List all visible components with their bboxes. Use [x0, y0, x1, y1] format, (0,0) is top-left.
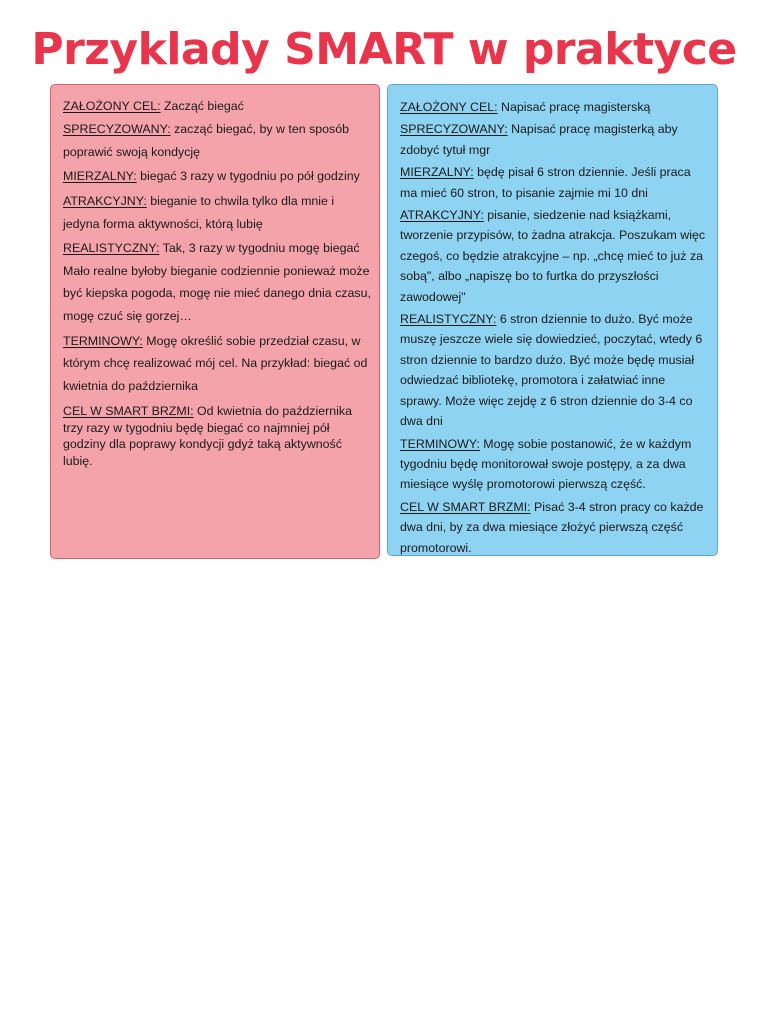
entry-label: TERMINOWY:: [63, 333, 143, 348]
entry-text: Od kwietnia do października trzy razy w tygodniu będę biegać co najmniej pół godziny dla poprawy kondycji gdyż taką aktywność lubię.: [63, 404, 352, 468]
entry-text: zacząć biegać, by w ten sposób poprawić swoją kondycję: [63, 122, 350, 159]
entry-label: ATRAKCYJNY:: [400, 208, 484, 223]
entry-mierzalny: [400, 162, 709, 203]
entry-text: Pisać 3-4 stron pracy co każde dwa dni, by za dwa miesiące złożyć pierwszą część promotorowi.: [400, 499, 704, 555]
entry-realistyczny: [400, 309, 709, 431]
example-panel-thesis: [387, 84, 718, 556]
entry-mierzalny: [63, 165, 371, 188]
entry-zalozony-cel: [63, 96, 371, 116]
entry-zalozony-cel: [400, 97, 709, 117]
entry-label: ZAŁOŻONY CEL:: [63, 99, 161, 113]
entry-label: MIERZALNY:: [400, 165, 474, 180]
entry-label: CEL W SMART BRZMI:: [63, 404, 194, 419]
entry-sprecyzowany: [400, 119, 709, 160]
entry-text: Zacząć biegać: [160, 99, 244, 113]
entry-realistyczny: [63, 237, 371, 327]
entry-label: TERMINOWY:: [400, 436, 480, 451]
entry-label: REALISTYCZNY:: [400, 312, 497, 327]
page-title: Przyklady SMART w praktyce: [31, 24, 737, 75]
entry-label: CEL W SMART BRZMI:: [400, 499, 531, 514]
entry-terminowy: [63, 330, 371, 398]
entry-cel-smart: [400, 497, 709, 558]
entry-label: REALISTYCZNY:: [63, 241, 160, 256]
entry-label: MIERZALNY:: [63, 169, 137, 184]
entry-text: bieganie to chwila tylko dla mnie i jedyna forma aktywności, którą lubię: [63, 193, 335, 231]
entry-label: ZAŁOŻONY CEL:: [400, 100, 498, 114]
entry-text: pisanie, siedzenie nad książkami, tworzenie przypisów, to żadna atrakcja. Poszukam więc czegoś, co będzie atrakcyjne – np. „chcę mieć to już za sobą", albo „napiszę bo to furtka do przyszłości zawodowej": [400, 208, 706, 304]
entry-text: Tak, 3 razy w tygodniu mogę biegać Mało realne byłoby bieganie codziennie ponieważ może być kiepska pogoda, mogę nie mieć danego dnia czasu, mogę czuć się gorzej…: [63, 241, 371, 323]
entry-label: ATRAKCYJNY:: [63, 193, 147, 208]
entry-text: biegać 3 razy w tygodniu po pół godziny: [136, 169, 360, 184]
entry-text: Napisać pracę magisterką aby zdobyć tytuł mgr: [400, 122, 678, 157]
entry-label: SPRECYZOWANY:: [63, 122, 171, 137]
entry-text: Napisać pracę magisterską: [497, 100, 651, 114]
entry-terminowy: [400, 434, 709, 495]
entry-text: Mogę określić sobie przedział czasu, w którym chcę realizować mój cel. Na przykład: biegać od kwietnia do października: [63, 333, 368, 393]
entry-label: SPRECYZOWANY:: [400, 122, 508, 137]
entry-sprecyzowany: [63, 118, 371, 163]
entry-cel-smart: [63, 403, 371, 469]
entry-atrakcyjny: [63, 190, 371, 235]
entry-text: będę pisał 6 stron dziennie. Jeśli praca ma mieć 60 stron, to pisanie zajmie mi 10 dni: [400, 165, 691, 200]
entry-text: 6 stron dziennie to dużo. Być może muszę jeszcze wiele się dowiedzieć, poczytać, wtedy 6 stron dziennie to bardzo dużo. Być może będę musiał odwiedzać bibliotekę, promotora i załatwiać inne sprawy. Może więc zejdę z 6 stron dziennie do 3-4 co dwa dni: [400, 312, 703, 429]
example-panel-running: [50, 84, 380, 559]
entry-atrakcyjny: [400, 205, 709, 307]
entry-text: Mogę sobie postanowić, że w każdym tygodniu będę monitorował swoje postępy, a za dwa miesiące wyślę promotorowi pierwszą część.: [400, 436, 692, 492]
